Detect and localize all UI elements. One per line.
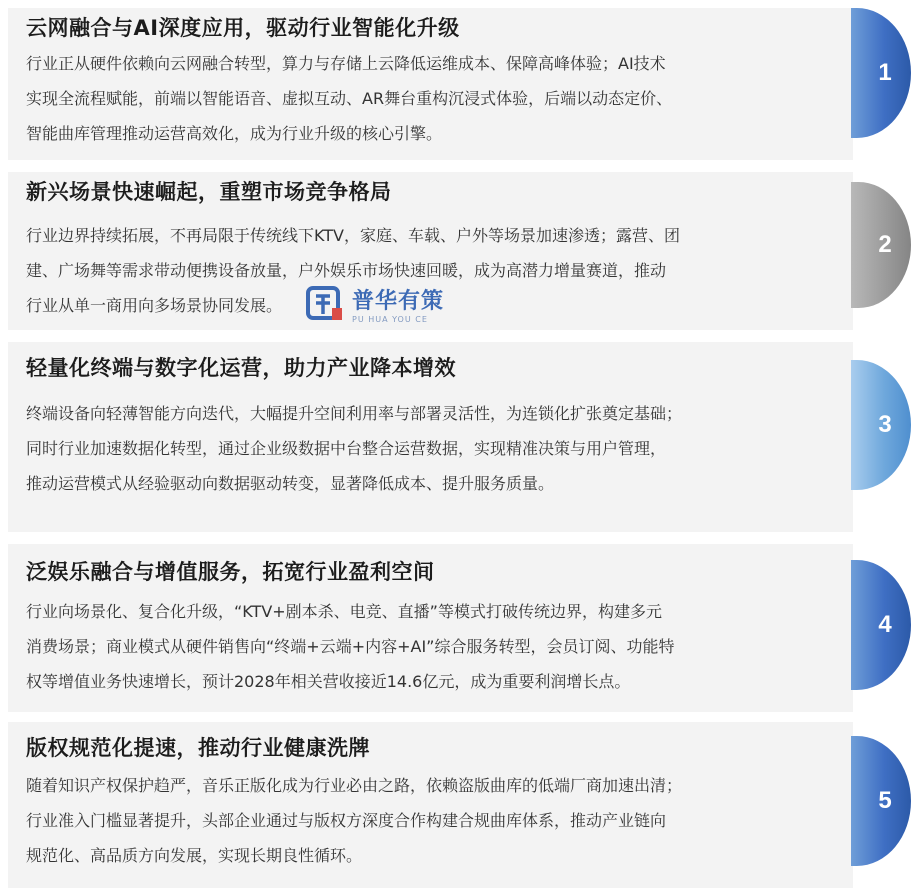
section-line: 实现全流程赋能，前端以智能语音、虚拟互动、AR舞台重构沉浸式体验，后端以动态定价、: [26, 89, 673, 108]
section-card-4: [8, 544, 853, 712]
number-label-5: 5: [878, 787, 892, 814]
watermark-sub: PU HUA YOU CE: [352, 315, 428, 324]
section-line: 同时行业加速数据化转型，通过企业级数据中台整合运营数据，实现精准决策与用户管理，: [26, 439, 667, 458]
section-line: 行业边界持续拓展，不再局限于传统线下KTV，家庭、车载、户外等场景加速渗透；露营、团: [26, 226, 680, 245]
section-line: 终端设备向轻薄智能方向迭代，大幅提升空间利用率与部署灵活性，为连锁化扩张奠定基础；: [26, 404, 683, 423]
section-line: 推动运营模式从经验驱动向数据驱动转变，显著降低成本、提升服务质量。: [26, 474, 555, 493]
section-title-5: 版权规范化提速，推动行业健康洗牌: [26, 736, 370, 760]
section-line: 行业向场景化、复合化升级，“KTV+剧本杀、电竞、直播”等模式打破传统边界，构建多元: [26, 602, 662, 621]
number-tab-4: [851, 560, 911, 690]
section-body-4: [26, 594, 846, 699]
section-body-1: [26, 46, 846, 151]
section-title-4: 泛娱乐融合与增值服务，拓宽行业盈利空间: [26, 560, 435, 584]
section-body-3: [26, 396, 846, 501]
section-line: 消费场景；商业模式从硬件销售向“终端+云端+内容+AI”综合服务转型，会员订阅、功能特: [26, 637, 675, 656]
number-tab-3: [851, 360, 911, 490]
number-label-2: 2: [878, 231, 892, 258]
number-label-3: 3: [878, 411, 892, 438]
puhua-logo-icon: [306, 284, 346, 324]
number-tab-2: [851, 182, 911, 308]
number-label-1: 1: [878, 59, 892, 86]
section-line: 权等增值业务快速增长，预计2028年相关营收接近14.6亿元，成为重要利润增长点。: [26, 672, 631, 691]
section-line: 智能曲库管理推动运营高效化，成为行业升级的核心引擎。: [26, 124, 443, 143]
number-tab-1: [851, 8, 911, 138]
section-card-5: [8, 722, 853, 888]
section-card-1: [8, 8, 853, 160]
section-body-5: [26, 768, 846, 873]
section-card-3: [8, 342, 853, 532]
watermark-name: 普华有策: [352, 289, 445, 314]
section-line: 行业正从硬件依赖向云网融合转型，算力与存储上云降低运维成本、保障高峰体验；AI技术: [26, 54, 666, 73]
watermark: [306, 276, 506, 332]
number-tab-5: [851, 736, 911, 866]
number-label-4: 4: [878, 611, 892, 638]
section-line: 随着知识产权保护趋严，音乐正版化成为行业必由之路，依赖盗版曲库的低端厂商加速出清；: [26, 776, 683, 795]
section-line: 建、广场舞等需求带动便携设备放量，户外娱乐市场快速回暖，成为高潜力增量赛道，推动: [26, 261, 667, 280]
section-line: 行业准入门槛显著提升，头部企业通过与版权方深度合作构建合规曲库体系，推动产业链向: [26, 811, 667, 830]
section-title-1: 云网融合与AI深度应用，驱动行业智能化升级: [26, 16, 460, 40]
section-line: 行业从单一商用向多场景协同发展。: [26, 296, 283, 315]
section-line: 规范化、高品质方向发展，实现长期良性循环。: [26, 846, 363, 865]
section-title-3: 轻量化终端与数字化运营，助力产业降本增效: [26, 356, 456, 380]
section-title-2: 新兴场景快速崛起，重塑市场竞争格局: [26, 180, 392, 204]
